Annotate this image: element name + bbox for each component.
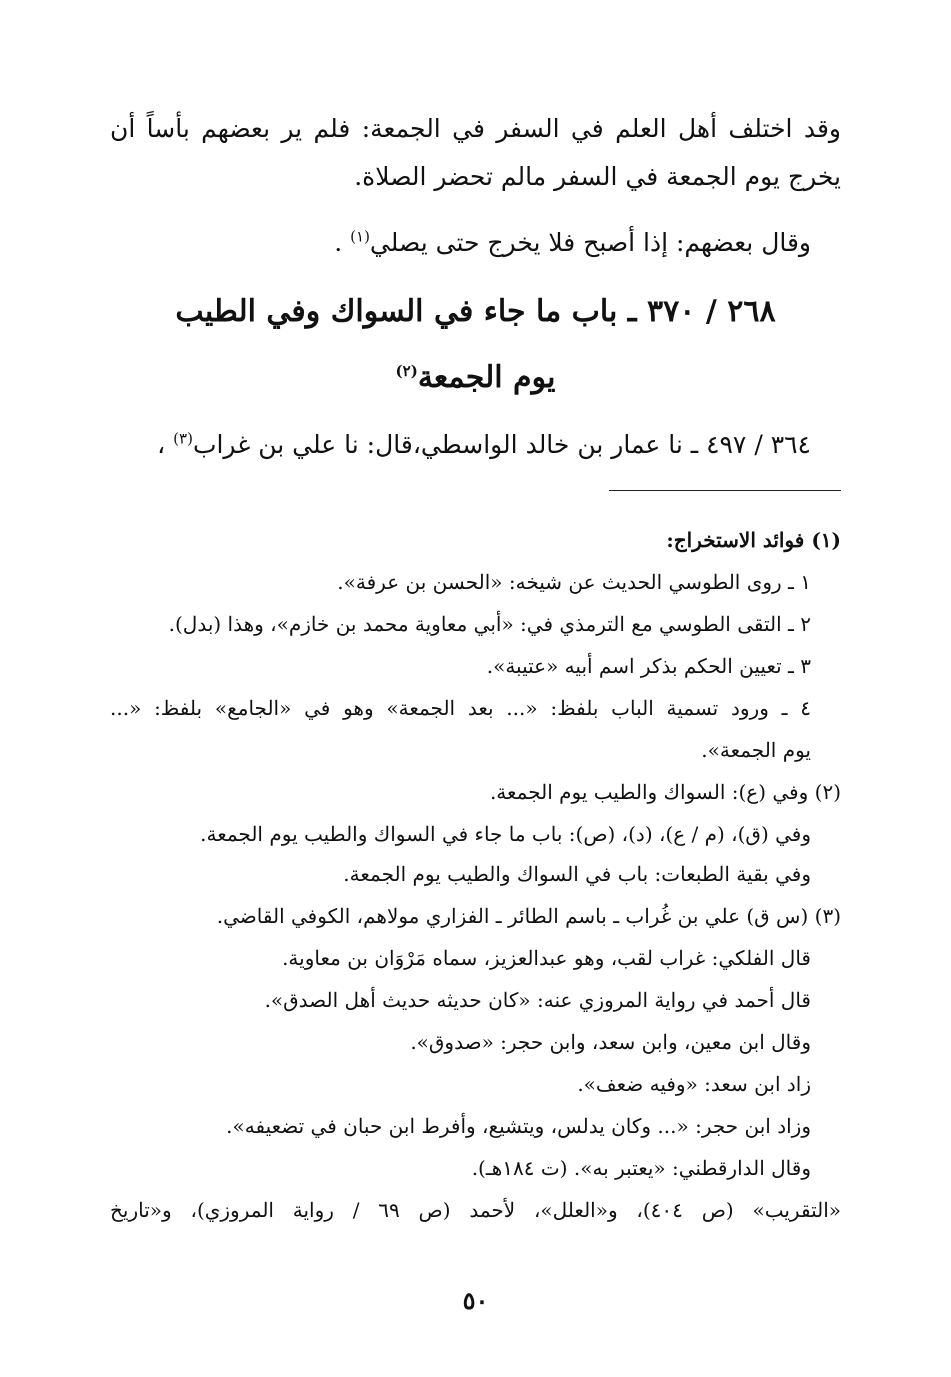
footnote-1-item-4-line-2: يوم الجمعة».	[701, 738, 811, 762]
footnote-3-line-2: قال الفلكي: غراب لقب، وهو عبدالعزيز، سماه مَرْوَان بن معاوية.	[282, 946, 811, 970]
body-paragraph-2-end: .	[334, 228, 351, 257]
footnote-2-line-1: (٢) وفي (ع): السواك والطيب يوم الجمعة.	[489, 780, 841, 804]
footnote-1-item-2: ٢ ـ التقى الطوسي مع الترمذي في: «أبي معاوية محمد بن خازم»، وهذا (بدل).	[168, 612, 811, 636]
hadith-text: ٣٦٤ / ٤٩٧ ـ نا عمار بن خالد الواسطي،قال: نا علي بن غراب	[192, 430, 811, 459]
footnote-ref-1: (١)	[350, 227, 370, 246]
footnote-3-line-8: «التقريب» (ص ٤٠٤)، و«العلل»، لأحمد (ص ٦٩ / رواية المروزي)، و«تاريخ	[110, 1198, 842, 1222]
footnote-ref-3: (٣)	[173, 429, 193, 448]
footnote-3-line-7: وقال الدارقطني: «يعتبر به». (ت ١٨٤هـ).	[471, 1156, 811, 1180]
footnote-ref-2: (٢)	[395, 362, 418, 380]
chapter-heading-line-1: ٢٦٨ / ٣٧٠ ـ باب ما جاء في السواك وفي الطيب	[175, 294, 776, 329]
chapter-heading-line-2-text: يوم الجمعة	[417, 360, 556, 395]
chapter-heading-line-2	[110, 358, 841, 398]
footnote-1-item-1: ١ ـ روى الطوسي الحديث عن شيخه: «الحسن بن عرفة».	[337, 570, 811, 594]
footnote-2-line-3: وفي بقية الطبعات: باب في السواك والطيب يوم الجمعة.	[343, 862, 811, 886]
footnote-2-line-2: وفي (ق)، (م / ع)، (د)، (ص): باب ما جاء في السواك والطيب يوم الجمعة.	[200, 822, 811, 846]
footnote-3-line-3: قال أحمد في رواية المروزي عنه: «كان حديثه حديث أهل الصدق».	[264, 988, 811, 1012]
footnote-3-line-1: (٣) (س ق) علي بن غُراب ـ باسم الطائر ـ الفزاري مولاهم، الكوفي القاضي.	[216, 904, 841, 928]
footnote-3-line-5: زاد ابن سعد: «وفيه ضعف».	[577, 1072, 811, 1096]
footnote-1-item-4-line-1: ٤ ـ ورود تسمية الباب بلفظ: «... بعد الجمعة» وهو في «الجامع» بلفظ: «...	[110, 696, 811, 720]
body-paragraph-2	[110, 226, 811, 260]
footnote-separator	[609, 490, 841, 491]
footnote-3-line-4: وقال ابن معين، وابن سعد، وابن حجر: «صدوق».	[410, 1030, 811, 1054]
body-paragraph-2-text: وقال بعضهم: إذا أصبح فلا يخرج حتى يصلي	[369, 228, 811, 257]
body-paragraph-1-line-2: يخرج يوم الجمعة في السفر مالم تحضر الصلاة.	[354, 162, 841, 191]
page-number: ٥٠	[462, 1286, 489, 1315]
footnote-1-item-3: ٣ ـ تعيين الحكم بذكر اسم أبيه «عتيبة».	[486, 654, 811, 678]
footnote-1-title: (١) فوائد الاستخراج:	[666, 528, 841, 552]
hadith-end: ،	[157, 430, 174, 459]
body-paragraph-1-line-1: وقد اختلف أهل العلم في السفر في الجمعة: فلم ير بعضهم بأساً أن	[110, 114, 841, 143]
footnote-3-line-6: وزاد ابن حجر: «... وكان يدلس، ويتشيع، وأفرط ابن حبان في تضعيفه».	[226, 1114, 811, 1138]
hadith-line	[110, 428, 811, 462]
